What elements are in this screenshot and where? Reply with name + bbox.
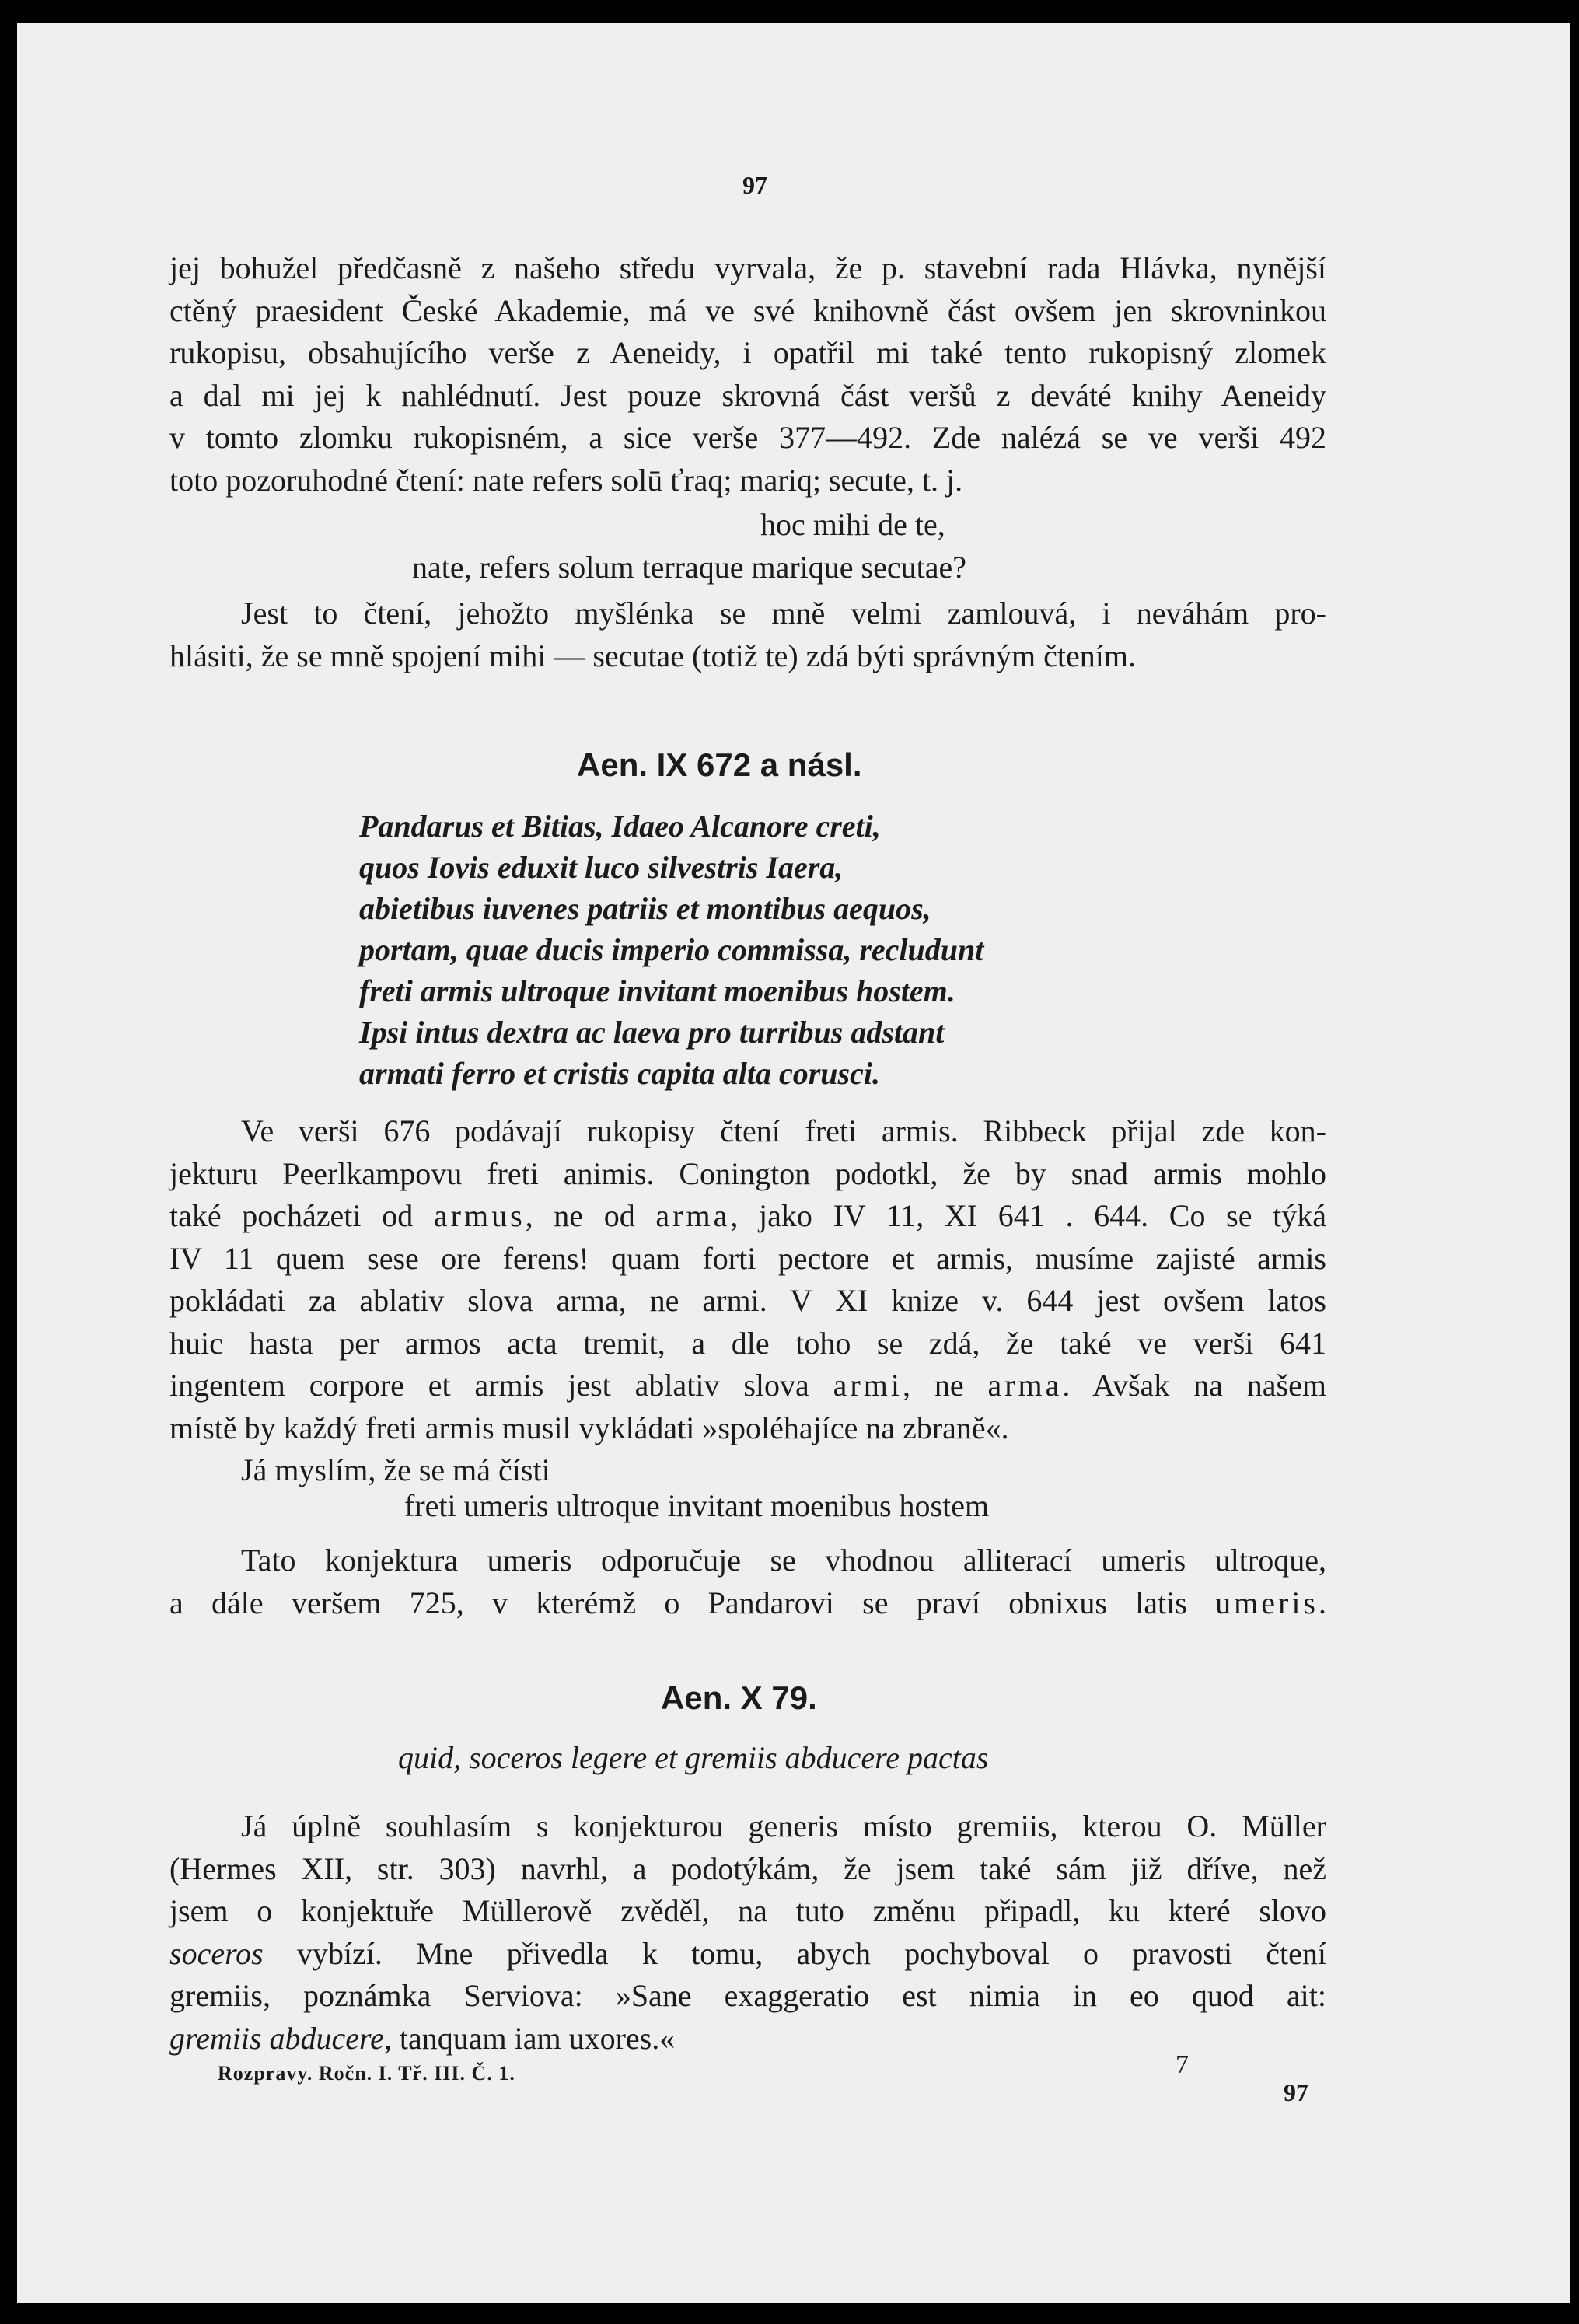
verse-block-1 — [359, 806, 1152, 1094]
text-line: huic hasta per armos acta tremit, a dle toho se zdá, že také ve verši 641 — [169, 1325, 1326, 1361]
text-line: gremiis, poznámka Serviova: »Sane exaggeratio est nimia in eo quod ait: — [169, 1978, 1326, 2013]
text-line: a dále veršem 725, v kterémž o Pandarovi se praví obnixus latis umeris. — [169, 1585, 1326, 1620]
quote-2: freti umeris ultroque invitant moenibus hostem — [404, 1488, 990, 1523]
verse-line: Ipsi intus dextra ac laeva pro turribus adstant — [359, 1015, 945, 1050]
verse-line: freti armis ultroque invitant moenibus hostem. — [359, 973, 955, 1008]
text-line: hlásiti, že se mně spojení mihi — secutae (totiž te) zdá býti správným čtením. — [169, 638, 1136, 673]
verse-line: Pandarus et Bitias, Idaeo Alcanore creti, — [359, 809, 881, 844]
verse-line: quos Iovis eduxit luco silvestris Iaera, — [359, 850, 844, 885]
quote-1 — [412, 504, 1127, 589]
footer-signature-line: Rozpravy. Ročn. I. Tř. III. Č. 1. — [218, 2062, 515, 2085]
text-line: v tomto zlomku rukopisném, a sice verše 377—492. Zde nalézá se ve verši 492 — [169, 420, 1326, 455]
text-line: Já myslím, že se má čísti — [241, 1452, 550, 1487]
text-line: toto pozoruhodné čtení: nate refers solū ťraq; mariq; secute, t. j. — [169, 462, 963, 498]
text-line: pokládati za ablativ slova arma, ne armi. V XI knize v. 644 jest ovšem latos — [169, 1283, 1326, 1318]
footer-sheet-number: 7 — [1176, 2050, 1189, 2079]
section-heading-aen-x: Aen. X 79. — [661, 1679, 817, 1716]
paragraph-1 — [169, 247, 1326, 501]
text-line: také pocházeti od armus, ne od arma, jako IV 11, XI 641 . 644. Co se týká — [169, 1198, 1326, 1233]
text-line: Tato konjektura umeris odporučuje se vhodnou alliterací umeris ultroque, — [241, 1543, 1326, 1578]
section-heading-aen-ix: Aen. IX 672 a násl. — [577, 746, 862, 783]
text-line: ingentem corpore et armis jest ablativ slova armi, ne arma. Avšak na našem — [169, 1368, 1326, 1403]
paragraph-5 — [169, 1805, 1326, 2060]
text-line: gremiis abducere, tanquam iam uxores.« — [169, 2020, 676, 2056]
verse-block-2: quid, soceros legere et gremiis abducere pactas — [398, 1740, 989, 1775]
quote-line: nate, refers solum terraque marique secutae? — [412, 549, 966, 585]
page-number-top: 97 — [742, 171, 767, 199]
text-line: rukopisu, obsahujícího verše z Aeneidy, i opatřil mi také tento rukopisný zlomek — [169, 335, 1326, 370]
paragraph-2 — [169, 592, 1326, 677]
text-line: Já úplně souhlasím s konjekturou generis místo gremiis, kterou O. Müller — [241, 1809, 1326, 1843]
text-line: místě by každý freti armis musil vykládati »spoléhajíce na zbraně«. — [169, 1410, 1009, 1445]
verse-line: armati ferro et cristis capita alta corusci. — [359, 1056, 880, 1091]
text-line: jsem o konjektuře Müllerově zvěděl, na tuto změnu připadl, ku které slovo — [169, 1893, 1326, 1928]
paragraph-3 — [169, 1110, 1326, 1492]
text-line: jej bohužel předčasně z našeho středu vyrvala, že p. stavební rada Hlávka, nynější — [169, 250, 1326, 285]
page-number-bottom: 97 — [1284, 2078, 1308, 2106]
text-line: IV 11 quem sese ore ferens! quam forti pectore et armis, musíme zajisté armis — [169, 1240, 1326, 1276]
quote-line: hoc mihi de te, — [760, 507, 945, 542]
text-line: (Hermes XII, str. 303) navrhl, a podotýkám, že jsem také sám již dříve, než — [169, 1850, 1326, 1886]
paragraph-4 — [169, 1539, 1326, 1624]
verse-line: portam, quae ducis imperio commissa, recludunt — [359, 932, 984, 967]
text-line: ctěný praesident České Akademie, má ve své knihovně část ovšem jen skrovninkou — [169, 292, 1326, 328]
text-line: Ve verši 676 podávají rukopisy čtení freti armis. Ribbeck přijal zde kon- — [241, 1113, 1326, 1148]
text-line: a dal mi jej k nahlédnutí. Jest pouze skrovná část veršů z deváté knihy Aeneidy — [169, 377, 1326, 413]
text-line: soceros vybízí. Mne přivedla k tomu, abych pochyboval o pravosti čtení — [169, 1935, 1326, 1971]
verse-line: abietibus iuvenes patriis et montibus aequos, — [359, 891, 931, 926]
text-line: jekturu Peerlkampovu freti animis. Conington podotkl, že by snad armis mohlo — [169, 1155, 1326, 1191]
text-line: Jest to čtení, jehožto myšlénka se mně velmi zamlouvá, i neváhám pro- — [241, 596, 1326, 631]
